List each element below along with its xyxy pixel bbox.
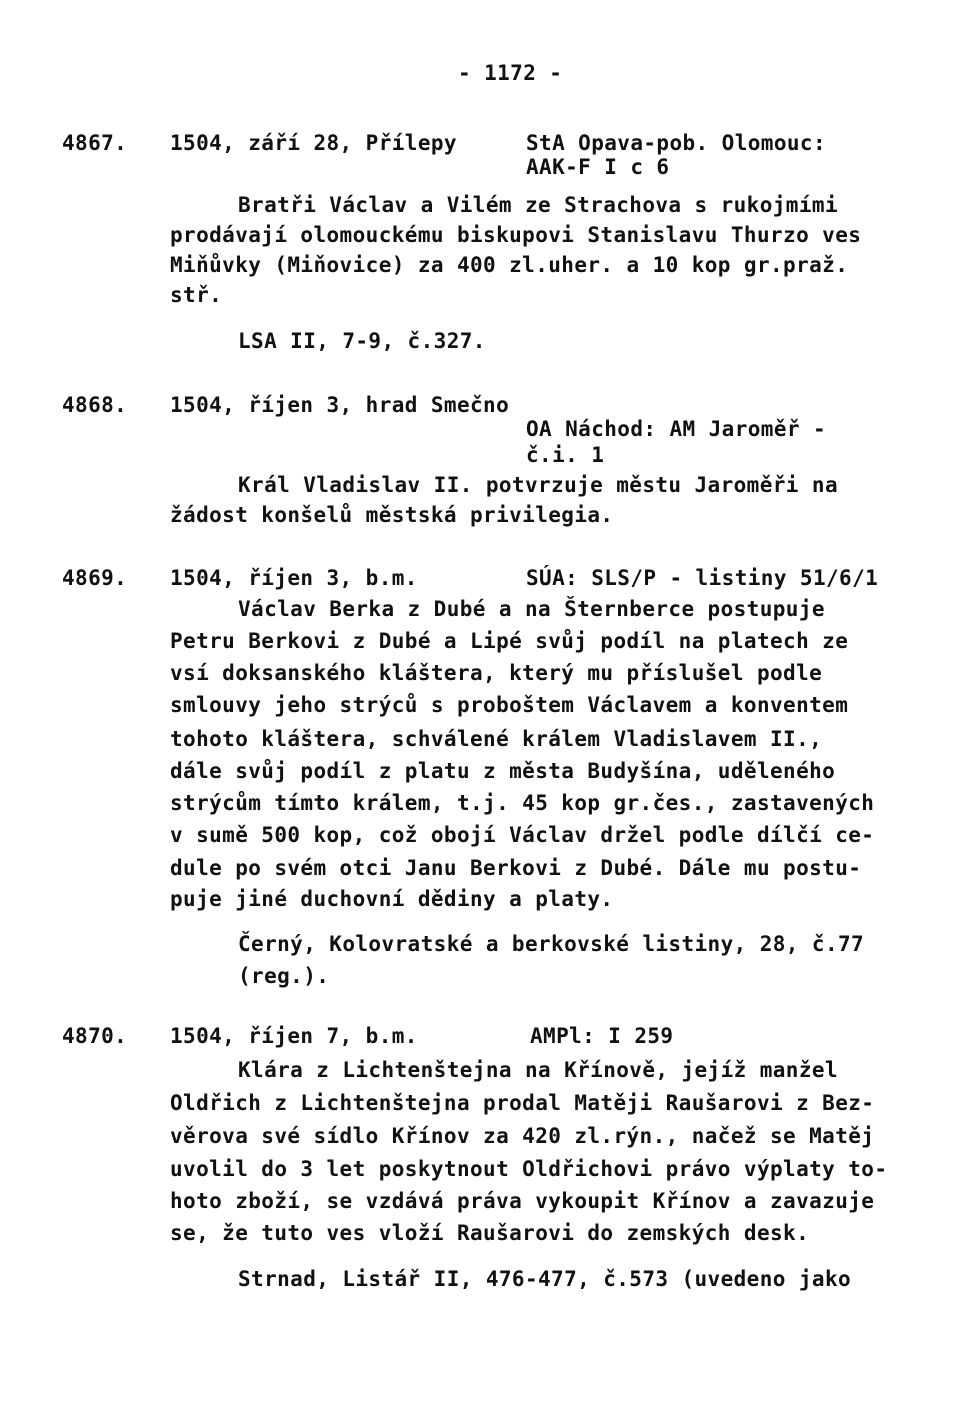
entry-reference: LSA II, 7-9, č.327. — [238, 329, 486, 353]
entry-text-line: strýcům tímto králem, t.j. 45 kop gr.čes., zastavených — [170, 791, 875, 815]
entry-reference: Černý, Kolovratské a berkovské listiny, 28, č.77 — [238, 932, 865, 956]
entry-text-line: Bratři Václav a Vilém ze Strachova s rukojmími — [238, 193, 838, 217]
entry-text-line: uvolil do 3 let poskytnout Oldřichovi právo výplaty to- — [170, 1157, 888, 1181]
entry-text-line: Král Vladislav II. potvrzuje městu Jaroměři na — [238, 473, 838, 497]
entry-text-line: puje jiné duchovní dědiny a platy. — [170, 887, 614, 911]
entry-date: 1504, říjen 3, hrad Smečno — [170, 393, 510, 417]
entry-text-line: se, že tuto ves vloží Raušarovi do zemských desk. — [170, 1221, 810, 1245]
entry-reference: Strnad, Listář II, 476-477, č.573 (uvedeno jako — [238, 1267, 852, 1291]
page-number: - 1172 - — [458, 61, 563, 85]
entry-number: 4870. — [62, 1024, 128, 1048]
entry-number: 4869. — [62, 566, 128, 590]
entry-text-line: tohoto kláštera, schválené králem Vladislavem II., — [170, 727, 823, 751]
entry-archive-line: AAK-F I c 6 — [526, 155, 670, 179]
entry-text-line: vsí doksanského kláštera, který mu příslušel podle — [170, 661, 823, 685]
entry-archive-line: AMPl: I 259 — [530, 1024, 674, 1048]
entry-number: 4867. — [62, 131, 128, 155]
entry-text-line: Miňůvky (Miňovice) za 400 zl.uher. a 10 kop gr.praž. — [170, 253, 849, 277]
entry-text-line: dále svůj podíl z platu z města Budyšína, uděleného — [170, 759, 836, 783]
entry-text-line: hoto zboží, se vzdává práva vykoupit Křínov a zavazuje — [170, 1189, 875, 1213]
entry-text-line: prodávají olomouckému biskupovi Stanislavu Thurzo ves — [170, 223, 862, 247]
entry-text-line: dule po svém otci Janu Berkovi z Dubé. Dále mu postu- — [170, 856, 862, 880]
entry-text-line: žádost konšelů městská privilegia. — [170, 503, 614, 527]
entry-date: 1504, říjen 3, b.m. — [170, 566, 418, 590]
entry-text-line: Petru Berkovi z Dubé a Lipé svůj podíl na platech ze — [170, 629, 849, 653]
entry-text-line: věrova své sídlo Křínov za 420 zl.rýn., načež se Matěj — [170, 1124, 875, 1148]
entry-text-line: smlouvy jeho strýců s proboštem Václavem a konventem — [170, 693, 849, 717]
entry-reference: (reg.). — [238, 964, 330, 988]
entry-archive-line: OA Náchod: AM Jaroměř - — [526, 417, 826, 441]
entry-text-line: Klára z Lichtenštejna na Křínově, jejíž manžel — [238, 1058, 838, 1082]
entry-date: 1504, říjen 7, b.m. — [170, 1024, 418, 1048]
entry-text-line: Oldřich z Lichtenštejna prodal Matěji Raušarovi z Bez- — [170, 1091, 875, 1115]
entry-archive-line: SÚA: SLS/P - listiny 51/6/1 — [526, 566, 879, 590]
entry-date: 1504, září 28, Přílepy — [170, 131, 457, 155]
entry-text-line: Václav Berka z Dubé a na Šternberce postupuje — [238, 597, 825, 621]
entry-text-line: stř. — [170, 283, 223, 307]
entry-text-line: v sumě 500 kop, což obojí Václav držel podle dílčí ce- — [170, 823, 875, 847]
entry-archive-line: StA Opava-pob. Olomouc: — [526, 131, 826, 155]
entry-number: 4868. — [62, 393, 128, 417]
entry-archive-line: č.i. 1 — [526, 443, 605, 467]
